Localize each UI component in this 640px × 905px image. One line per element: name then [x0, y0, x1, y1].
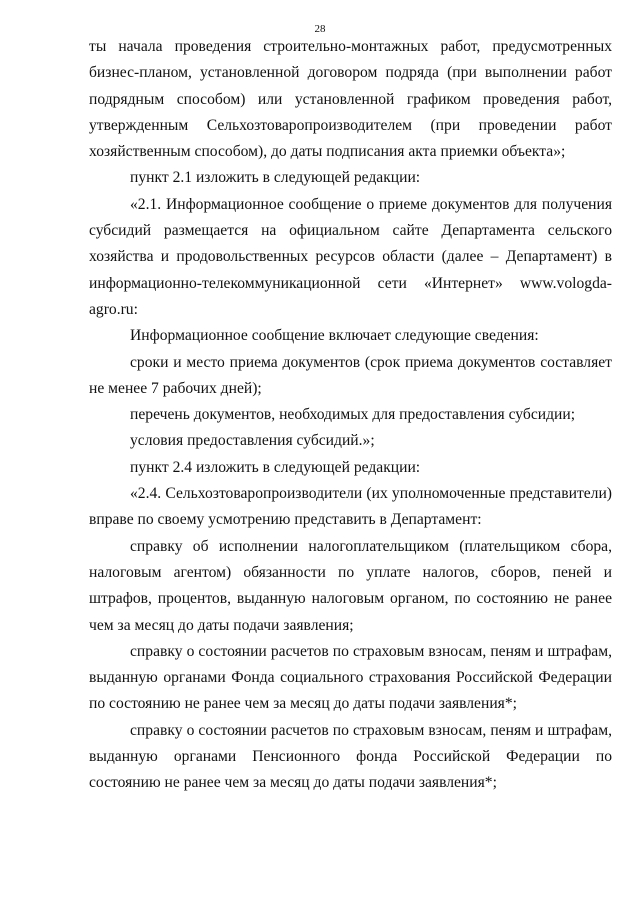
paragraph-pension-fund-certificate: справку о состоянии расчетов по страховым взносам, пеням и штрафам, выданную органами Пенсионного фонда Российской Федерации по состоянию не ранее чем за месяц до даты подачи заявления*; — [89, 721, 612, 792]
document-text — [89, 34, 612, 797]
paragraph-document-list: перечень документов, необходимых для предоставления субсидии; — [130, 406, 576, 424]
paragraph-info-contents: Информационное сообщение включает следующие сведения: — [130, 327, 539, 345]
paragraph-social-fund-certificate: справку о состоянии расчетов по страховым взносам, пеням и штрафам, выданную органами Фонда социального страхования Российской Федерации по состоянию не ранее чем за месяц до даты подачи заявления*; — [89, 642, 612, 713]
paragraph-conditions: условия предоставления субсидий.»; — [130, 432, 375, 450]
page-number: 28 — [314, 23, 326, 35]
paragraph-tax-certificate: справку об исполнении налогоплательщиком (плательщиком сбора, налоговым агентом) обязанности по уплате налогов, сборов, пеней и штрафов, процентов, выданную налоговым органом, по состоянию не ранее чем за месяц до даты подачи заявления; — [89, 537, 612, 634]
paragraph-deadlines: сроки и место приема документов (срок приема документов составляет не менее 7 рабочих дней); — [89, 353, 612, 397]
paragraph-point-2-1-instruction: пункт 2.1 изложить в следующей редакции: — [130, 169, 421, 187]
paragraph-point-2-4-instruction: пункт 2.4 изложить в следующей редакции: — [130, 458, 421, 476]
paragraph-2-4-text: «2.4. Сельхозтоваропроизводители (их уполномоченные представители) вправе по своему усмотрению представить в Департамент: — [89, 485, 612, 529]
paragraph-continuation: ты начала проведения строительно-монтажных работ, предусмотренных бизнес-планом, установленной договором подряда (при выполнении работ подрядным способом) или установленной графиком проведения работ, утвержденным Сельхозтоваропроизводителем (при проведении работ хозяйственным способом), до даты подписания акта приемки объекта»; — [89, 38, 612, 161]
paragraph-2-1-text: «2.1. Информационное сообщение о приеме документов для получения субсидий размещается на официальном сайте Департамента сельского хозяйства и продовольственных ресурсов области (далее – Департамент) в информационно-телекоммуникационной сети «Интернет» www.vologda-agro.ru: — [89, 195, 612, 318]
